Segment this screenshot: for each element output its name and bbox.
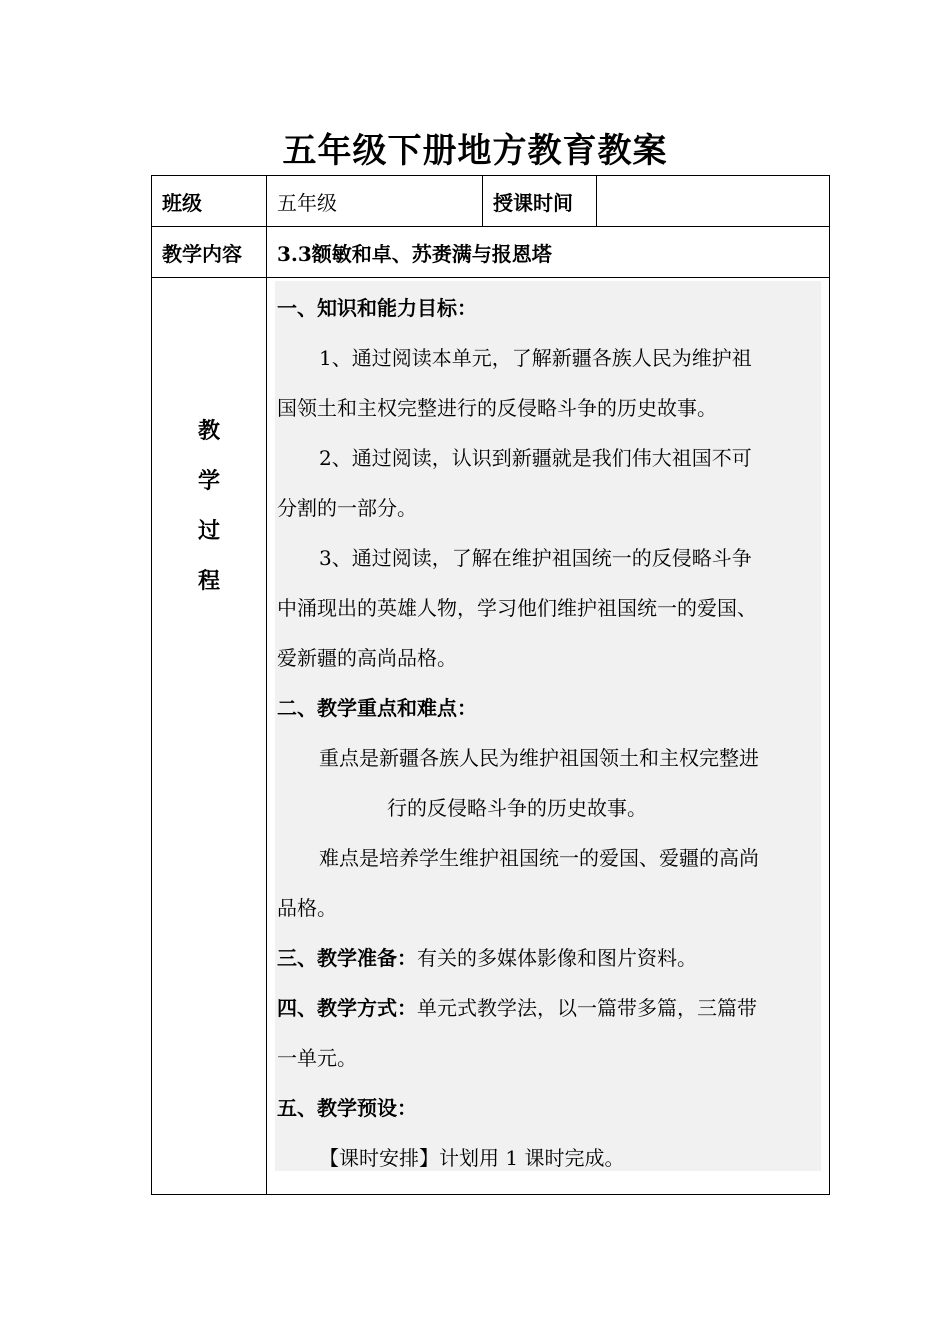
time-value[interactable]	[597, 176, 830, 227]
difficulty-line-2: 品格。	[277, 896, 337, 920]
goal-3-line-2: 中涌现出的英雄人物，学习他们维护祖国统一的爱国、	[277, 596, 757, 620]
goal-2-line-1: 2、通过阅读，认识到新疆就是我们伟大祖国不可	[319, 446, 752, 470]
class-value: 五年级	[267, 176, 483, 227]
method-line-1	[277, 983, 821, 1033]
class-label: 班级	[152, 176, 267, 227]
content-label: 教学内容	[152, 227, 267, 278]
process-label-char: 教	[197, 418, 220, 444]
goal-1-line-2: 国领土和主权完整进行的反侵略斗争的历史故事。	[277, 396, 717, 420]
difficulty-line-1: 难点是培养学生维护祖国统一的爱国、爱疆的高尚	[319, 846, 759, 870]
method-text: 单元式教学法，以一篇带多篇，三篇带	[417, 996, 757, 1020]
preparation-text: 有关的多媒体影像和图片资料。	[417, 946, 697, 970]
process-label-cell	[152, 278, 267, 1195]
process-content-cell	[267, 278, 830, 1195]
preset-heading: 五、教学预设：	[277, 1096, 417, 1120]
goal-3-line-1: 3、通过阅读，了解在维护祖国统一的反侵略斗争	[319, 546, 752, 570]
goal-2-line-2: 分割的一部分。	[277, 496, 417, 520]
class-row	[152, 176, 830, 227]
goals-heading: 一、知识和能力目标：	[277, 296, 477, 320]
process-content	[275, 281, 821, 1171]
content-row	[152, 227, 830, 278]
lesson-plan-table	[151, 175, 830, 1195]
process-label	[152, 406, 266, 606]
preparation-heading: 三、教学准备：	[277, 946, 417, 970]
key-point-line-1: 重点是新疆各族人民为维护祖国领土和主权完整进	[319, 746, 759, 770]
process-label-char: 程	[197, 568, 220, 594]
content-value: 3.3额敏和卓、苏赉满与报恩塔	[267, 227, 830, 278]
time-label: 授课时间	[483, 176, 597, 227]
page-title: 五年级下册地方教育教案	[282, 131, 668, 171]
process-label-char: 学	[197, 468, 220, 494]
method-line-2: 一单元。	[277, 1046, 357, 1070]
preparation-line	[277, 933, 821, 983]
key-point-line-2: 行的反侵略斗争的历史故事。	[387, 796, 647, 820]
goal-3-line-3: 爱新疆的高尚品格。	[277, 646, 457, 670]
goal-1-line-1: 1、通过阅读本单元，了解新疆各族人民为维护祖	[319, 346, 752, 370]
process-row	[152, 278, 830, 1195]
key-points-heading: 二、教学重点和难点：	[277, 696, 477, 720]
method-heading: 四、教学方式：	[277, 996, 417, 1020]
schedule-line: 【课时安排】计划用 1 课时完成。	[319, 1146, 625, 1170]
process-label-char: 过	[197, 518, 220, 544]
